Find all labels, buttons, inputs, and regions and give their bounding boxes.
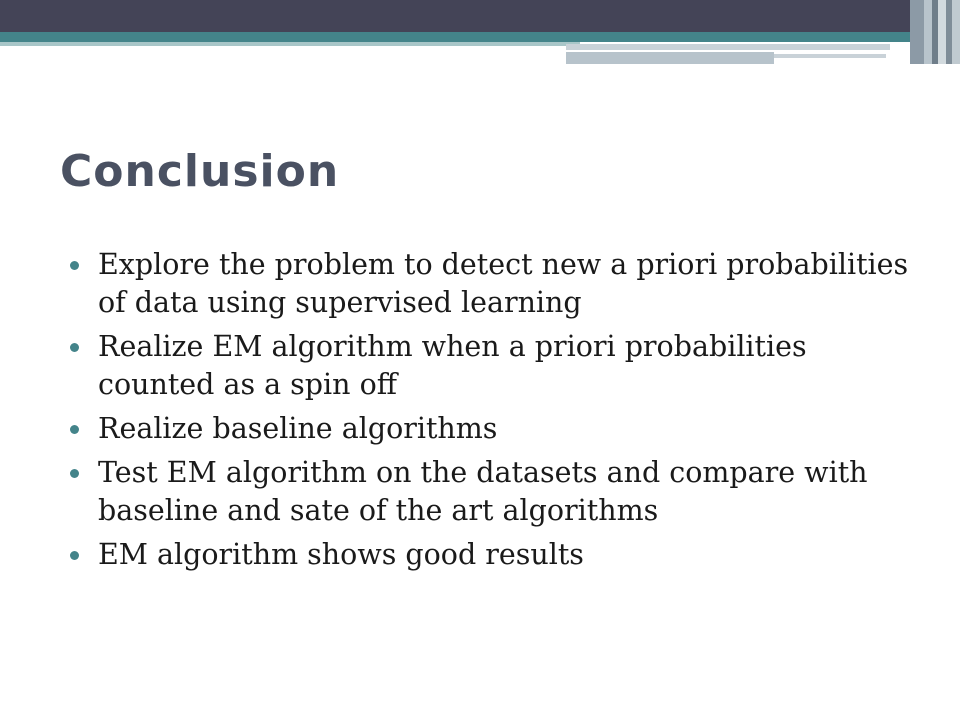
- header-edge-stripe: [910, 0, 924, 64]
- bullet-list: [70, 246, 910, 580]
- bullet-item: [70, 328, 910, 404]
- bullet-dot-icon: [70, 261, 79, 270]
- bullet-dot-icon: [70, 425, 79, 434]
- header-banner-teal: [0, 32, 910, 42]
- bullet-item: [70, 410, 910, 448]
- header-banner-teal-light: [0, 42, 580, 46]
- header-banner-grey-tab: [566, 52, 774, 64]
- bullet-item: [70, 246, 910, 322]
- bullet-text: EM algorithm shows good results: [98, 538, 584, 571]
- bullet-text: Test EM algorithm on the datasets and compare with baseline and sate of the art algorithms: [98, 456, 868, 527]
- bullet-item: [70, 454, 910, 530]
- bullet-item: [70, 536, 910, 574]
- bullet-text: Realize EM algorithm when a priori probabilities counted as a spin off: [98, 330, 807, 401]
- header-edge-stripe: [938, 0, 946, 64]
- header-edge-stripe: [952, 0, 960, 64]
- bullet-text: Explore the problem to detect new a priori probabilities of data using supervised learning: [98, 248, 909, 319]
- header-banner-grey-strip: [774, 54, 886, 58]
- bullet-text: Realize baseline algorithms: [98, 412, 498, 445]
- header-banner-dark: [0, 0, 960, 32]
- header-edge-stripe: [924, 0, 932, 64]
- bullet-dot-icon: [70, 551, 79, 560]
- bullet-dot-icon: [70, 469, 79, 478]
- bullet-dot-icon: [70, 343, 79, 352]
- slide-title: Conclusion: [60, 146, 340, 197]
